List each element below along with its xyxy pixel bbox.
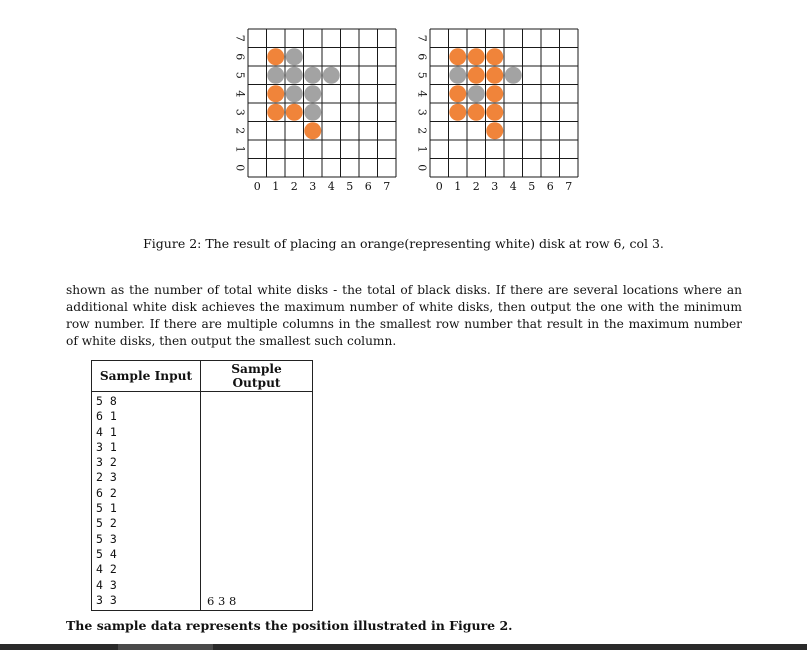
- sample-input-line: 6 1: [96, 409, 117, 424]
- disk-orange: [267, 48, 284, 65]
- disk-orange: [468, 104, 485, 121]
- disk-orange: [304, 122, 321, 139]
- sample-output-value: 6 3 8: [207, 594, 237, 609]
- y-axis-label: 1: [415, 145, 429, 153]
- disk-gray: [286, 67, 303, 84]
- disk-orange: [486, 104, 503, 121]
- y-axis-label: 3: [233, 108, 247, 116]
- y-axis-label: 0: [415, 164, 429, 172]
- disk-orange: [486, 48, 503, 65]
- problem-paragraph: shown as the number of total white disks - the total of black disks. If there are several locations where an additional white disk achieves the maximum number of white disks, then output the one with the minimum row number. If there are multiple columns in the smallest row number that result in the maximum number of white disks, then output the smallest such column.: [66, 283, 742, 348]
- disk-orange: [267, 104, 284, 121]
- disk-gray: [286, 48, 303, 65]
- sample-input-line: 5 3: [96, 531, 117, 546]
- x-axis-label: 7: [383, 180, 391, 193]
- sample-output-header: Sample Output: [201, 361, 313, 392]
- x-axis-label: 1: [272, 180, 280, 193]
- x-axis-label: 1: [454, 180, 462, 193]
- disk-gray: [267, 67, 284, 84]
- conclusion-text: The sample data represents the position illustrated in Figure 2.: [66, 618, 513, 633]
- x-axis-label: 7: [565, 180, 573, 193]
- board-after: [416, 29, 579, 193]
- y-axis-label: 5: [233, 71, 247, 79]
- x-axis-label: 4: [509, 180, 517, 193]
- disk-orange: [449, 85, 466, 102]
- y-axis-label: 2: [233, 127, 247, 135]
- y-axis-label: 3: [415, 108, 429, 116]
- y-axis-label: 4: [233, 90, 247, 98]
- sample-input-line: 4 3: [96, 577, 117, 592]
- sample-input-line: 6 2: [96, 485, 117, 500]
- disk-orange: [486, 67, 503, 84]
- sample-input-line: 3 1: [96, 439, 117, 454]
- y-axis-label: 6: [415, 53, 429, 61]
- y-axis-label: 4: [415, 90, 429, 98]
- sample-input-line: 3 2: [96, 455, 117, 470]
- y-axis-label: 2: [415, 127, 429, 135]
- x-axis-label: 2: [472, 180, 480, 193]
- x-axis-label: 2: [290, 180, 298, 193]
- x-axis-label: 0: [435, 180, 443, 193]
- sample-input-line: 2 3: [96, 470, 117, 485]
- sample-input-line: 4 2: [96, 562, 117, 577]
- disk-orange: [468, 48, 485, 65]
- x-axis-label: 5: [346, 180, 354, 193]
- disk-gray: [323, 67, 340, 84]
- disk-orange: [449, 104, 466, 121]
- disk-gray: [505, 67, 522, 84]
- x-axis-label: 6: [546, 180, 554, 193]
- disk-orange: [449, 48, 466, 65]
- sample-input-cell: [92, 392, 201, 611]
- y-axis-label: 5: [415, 71, 429, 79]
- bottom-bar-segment: [118, 644, 213, 650]
- x-axis-label: 4: [327, 180, 335, 193]
- disk-gray: [449, 67, 466, 84]
- sample-input-line: 5 2: [96, 516, 117, 531]
- x-axis-label: 3: [309, 180, 317, 193]
- sample-input-line: 5 4: [96, 546, 117, 561]
- x-axis-label: 0: [253, 180, 261, 193]
- sample-output-cell: [201, 392, 313, 611]
- disk-gray: [286, 85, 303, 102]
- y-axis-label: 7: [415, 34, 429, 42]
- y-axis-label: 0: [233, 164, 247, 172]
- x-axis-label: 5: [528, 180, 536, 193]
- disk-orange: [286, 104, 303, 121]
- y-axis-label: 1: [233, 145, 247, 153]
- figure-2-boards: [0, 0, 807, 230]
- disk-orange: [486, 85, 503, 102]
- y-axis-label: 6: [233, 53, 247, 61]
- disk-gray: [304, 85, 321, 102]
- y-axis-label: 7: [233, 34, 247, 42]
- sample-input-line: 4 1: [96, 424, 117, 439]
- x-axis-label: 3: [491, 180, 499, 193]
- disk-orange: [486, 122, 503, 139]
- sample-input-header: Sample Input: [92, 361, 201, 392]
- figure-caption: Figure 2: The result of placing an orange(representing white) disk at row 6, col 3.: [143, 236, 664, 251]
- x-axis-label: 6: [364, 180, 372, 193]
- disk-gray: [304, 67, 321, 84]
- disk-orange: [468, 67, 485, 84]
- sample-table: [91, 360, 313, 611]
- disk-gray: [468, 85, 485, 102]
- sample-input-line: 3 3: [96, 592, 117, 607]
- sample-input-line: 5 8: [96, 394, 117, 408]
- sample-input-line: 5 1: [96, 501, 117, 516]
- disk-orange: [267, 85, 284, 102]
- board-before: [234, 29, 397, 193]
- bottom-bar: [0, 644, 807, 650]
- disk-gray: [304, 104, 321, 121]
